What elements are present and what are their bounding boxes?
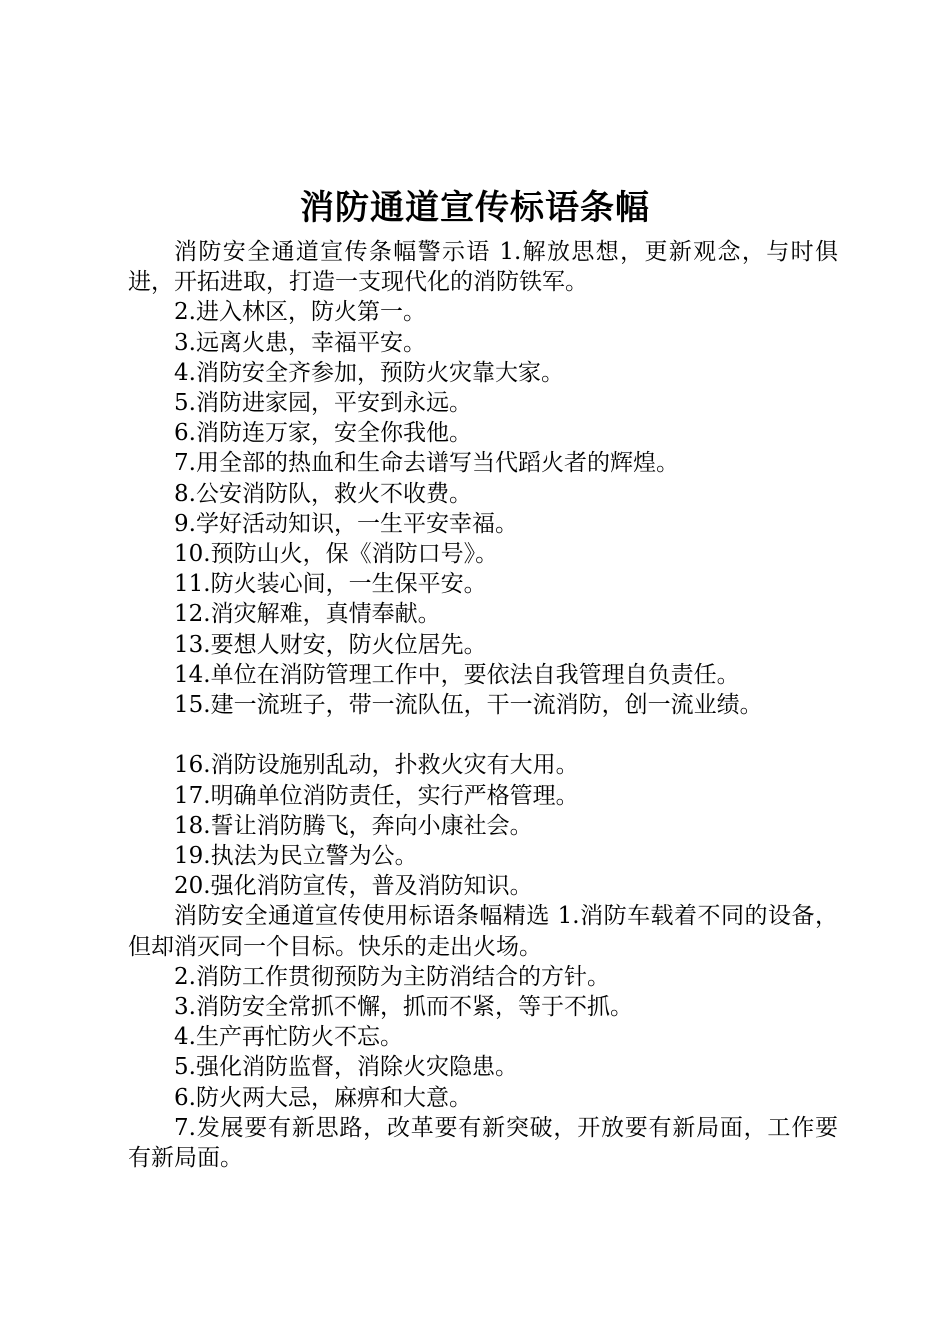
document-body [128,237,838,1173]
list-item: 15.建一流班子，带一流队伍，干一流消防，创一流业绩。 [174,692,763,719]
list-item: 7.用全部的热血和生命去谱写当代蹈火者的辉煌。 [174,450,679,477]
list-item: 10.预防山火，保《消防口号》。 [174,541,499,568]
list-item: 12.消灾解难，真情奉献。 [174,601,441,628]
list-item: 6.消防连万家，安全你我他。 [174,420,472,447]
document-title: 消防通道宣传标语条幅 [300,188,650,228]
list-item: 9.学好活动知识，一生平安幸福。 [174,510,518,537]
list-item: 7.发展要有新思路，改革要有新突破，开放要有新局面，工作要有新局面。 [128,1114,838,1172]
list-item: 8.公安消防队，救火不收费。 [174,480,472,507]
list-item: 3.消防安全常抓不懈，抓而不紧，等于不抓。 [174,994,633,1021]
list-item: 5.消防进家园，平安到永远。 [174,390,472,417]
list-item: 16.消防设施别乱动，扑救火灾有大用。 [174,752,579,779]
list-item: 5.强化消防监督，消除火灾隐患。 [174,1054,518,1081]
list-item: 6.防火两大忌，麻痹和大意。 [174,1084,472,1111]
paragraph-gap [128,720,838,750]
list-item: 11.防火装心间，一生保平安。 [174,571,487,598]
list-item: 13.要想人财安，防火位居先。 [174,631,487,658]
list-item: 17.明确单位消防责任，实行严格管理。 [174,782,579,809]
list-item: 14.单位在消防管理工作中，要依法自我管理自负责任。 [174,661,740,688]
list-item: 19.执法为民立警为公。 [174,843,418,870]
section1-intro: 消防安全通道宣传条幅警示语 1.解放思想，更新观念，与时俱进，开拓进取，打造一支现代化的消防铁军。 [128,239,838,296]
list-item: 20.强化消防宣传，普及消防知识。 [174,873,533,900]
list-item: 18.誓让消防腾飞，奔向小康社会。 [174,812,533,839]
section2-intro: 消防安全通道宣传使用标语条幅精选 1.消防车载着不同的设备，但却消灭同一个目标。快乐的走出火场。 [128,903,838,960]
list-item: 2.消防工作贯彻预防为主防消结合的方针。 [174,963,610,990]
list-item: 2.进入林区，防火第一。 [174,299,426,326]
list-item: 4.生产再忙防火不忘。 [174,1024,403,1051]
list-item: 3.远离火患，幸福平安。 [174,329,426,356]
list-item: 4.消防安全齐参加，预防火灾靠大家。 [174,359,564,386]
